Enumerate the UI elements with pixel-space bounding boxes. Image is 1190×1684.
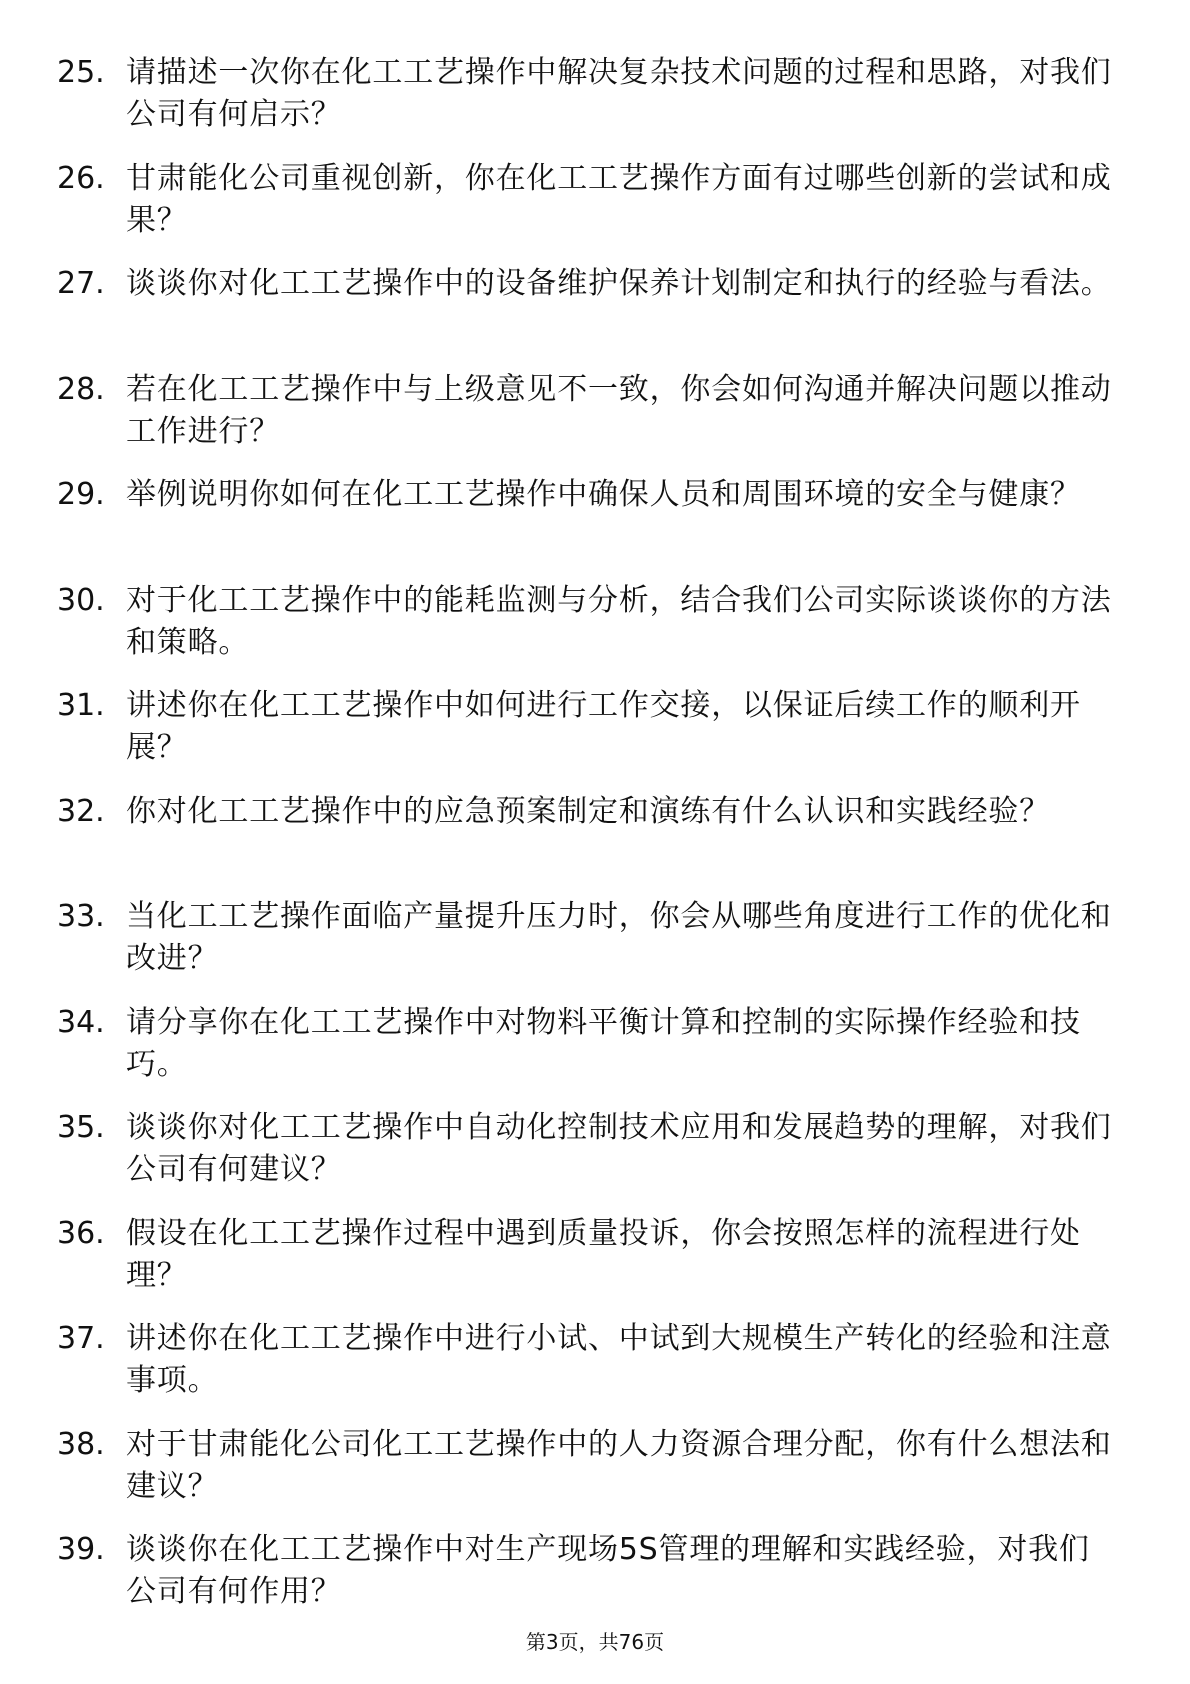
question-text: 若在化工工艺操作中与上级意见不一致，你会如何沟通并解决问题以推动工作进行？ <box>126 371 1112 449</box>
question-number: 27. <box>57 266 105 301</box>
question-text: 对于化工工艺操作中的能耗监测与分析，结合我们公司实际谈谈你的方法和策略。 <box>126 582 1112 660</box>
question-text: 当化工工艺操作面临产量提升压力时，你会从哪些角度进行工作的优化和改进？ <box>126 899 1112 976</box>
question-number: 32. <box>57 793 105 829</box>
question-text: 请描述一次你在化工工艺操作中解决复杂技术问题的过程和思路，对我们公司有何启示？ <box>126 55 1112 132</box>
question-item <box>57 685 1117 791</box>
question-number: 30. <box>57 582 105 618</box>
question-text: 讲述你在化工工艺操作中如何进行工作交接，以保证后续工作的顺利开展？ <box>126 688 1081 765</box>
question-number: 37. <box>57 1321 105 1356</box>
question-number: 31. <box>57 688 105 723</box>
question-item <box>57 52 1117 158</box>
question-item <box>57 263 1117 369</box>
question-item <box>57 1529 1117 1635</box>
question-number: 39. <box>57 1532 105 1567</box>
question-text: 谈谈你对化工工艺操作中的设备维护保养计划制定和执行的经验与看法。 <box>126 266 1112 301</box>
question-number: 28. <box>57 371 105 407</box>
question-item <box>57 1002 1117 1108</box>
question-item <box>57 1107 1117 1213</box>
question-text: 你对化工工艺操作中的应急预案制定和演练有什么认识和实践经验？ <box>126 793 1050 829</box>
question-number: 36. <box>57 1215 105 1251</box>
question-text: 举例说明你如何在化工工艺操作中确保人员和周围环境的安全与健康？ <box>126 477 1081 512</box>
question-item <box>57 369 1117 475</box>
question-text: 对于甘肃能化公司化工工艺操作中的人力资源合理分配，你有什么想法和建议？ <box>126 1426 1112 1504</box>
question-number: 34. <box>57 1004 105 1040</box>
question-text: 请分享你在化工工艺操作中对物料平衡计算和控制的实际操作经验和技巧。 <box>126 1004 1081 1082</box>
question-item <box>57 580 1117 686</box>
question-item <box>57 1213 1117 1319</box>
question-list <box>57 52 1117 1635</box>
question-number: 35. <box>57 1110 105 1145</box>
question-text: 谈谈你在化工工艺操作中对生产现场5S管理的理解和实践经验，对我们公司有何作用？ <box>126 1532 1090 1609</box>
page-footer <box>0 1628 1190 1656</box>
question-number: 33. <box>57 899 105 934</box>
question-item <box>57 474 1117 580</box>
question-item <box>57 791 1117 897</box>
question-number: 38. <box>57 1426 105 1462</box>
question-text: 谈谈你对化工工艺操作中自动化控制技术应用和发展趋势的理解，对我们公司有何建议？ <box>126 1110 1112 1187</box>
question-item <box>57 1318 1117 1424</box>
question-text: 讲述你在化工工艺操作中进行小试、中试到大规模生产转化的经验和注意事项。 <box>126 1321 1112 1398</box>
question-number: 26. <box>57 160 105 196</box>
question-number: 29. <box>57 477 105 512</box>
question-number: 25. <box>57 55 105 90</box>
question-item <box>57 1424 1117 1530</box>
question-item <box>57 896 1117 1002</box>
page-number-label: 第3页，共76页 <box>525 1630 665 1654</box>
question-text: 甘肃能化公司重视创新，你在化工工艺操作方面有过哪些创新的尝试和成果？ <box>126 160 1112 238</box>
question-item <box>57 158 1117 264</box>
question-text: 假设在化工工艺操作过程中遇到质量投诉，你会按照怎样的流程进行处理？ <box>126 1215 1081 1293</box>
